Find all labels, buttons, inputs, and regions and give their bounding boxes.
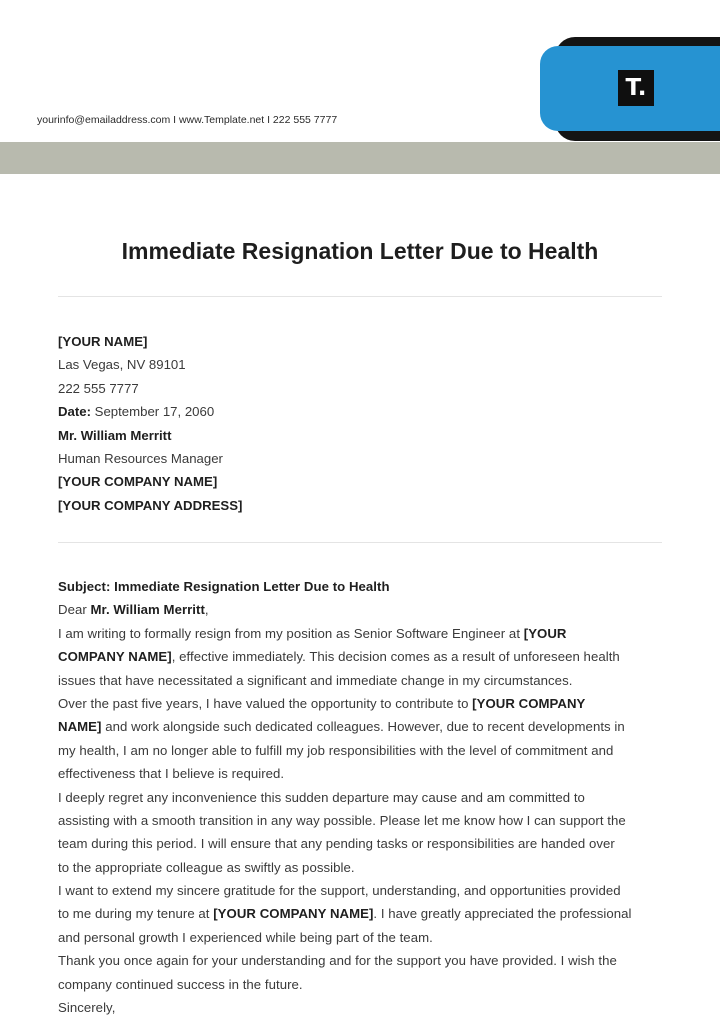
- date-label: Date:: [58, 404, 91, 420]
- company-address: [YOUR COMPANY ADDRESS]: [58, 497, 243, 513]
- p2-company-placeholder: [YOUR COMPANY: [472, 695, 586, 711]
- p2-text: Over the past five years, I have valued the opportunity to contribute to: [58, 695, 473, 711]
- paragraph-3-line-3: team during this period. I will ensure that any pending tasks or responsibilities are handed over: [58, 836, 615, 852]
- date-line: [58, 400, 242, 423]
- contact-info: yourinfo@emailaddress.com I www.Template.net I 222 555 7777: [37, 114, 338, 126]
- paragraph-2-line-4: effectiveness that I believe is required.: [58, 766, 285, 782]
- paragraph-4-line-3: and personal growth I experienced while being part of the team.: [58, 929, 433, 945]
- divider-middle: [58, 542, 662, 543]
- closing: Sincerely,: [58, 1000, 116, 1016]
- paragraph-1-line-2: [58, 645, 668, 668]
- paragraph-2-line-2: [58, 715, 668, 738]
- paragraph-3-line-4: to the appropriate colleague as swiftly as possible.: [58, 859, 355, 875]
- recipient-title: Human Resources Manager: [58, 450, 223, 466]
- paragraph-4-line-1: I want to extend my sincere gratitude for the support, understanding, and opportunities provided: [58, 883, 621, 899]
- salutation: [58, 598, 668, 621]
- paragraph-1-line-3: issues that have necessitated a significant and immediate change in my circumstances.: [58, 672, 573, 688]
- p1-company-placeholder: [YOUR: [523, 625, 567, 641]
- address-block: [58, 330, 242, 517]
- paragraph-2-line-1: [58, 692, 668, 715]
- salutation-name: Mr. William Merritt: [90, 602, 205, 618]
- sender-phone: 222 555 7777: [58, 380, 139, 396]
- salutation-prefix: Dear: [58, 602, 91, 618]
- document-title: Immediate Resignation Letter Due to Health: [121, 238, 599, 264]
- paragraph-3-line-1: I deeply regret any inconvenience this sudden departure may cause and am committed to: [58, 789, 585, 805]
- date-value: September 17, 2060: [94, 404, 215, 420]
- template-logo-icon: T.: [618, 70, 654, 106]
- p4-text: to me during my tenure at: [58, 906, 214, 922]
- company-name: [YOUR COMPANY NAME]: [58, 474, 218, 490]
- subject-line: Subject: Immediate Resignation Letter Due to Health: [58, 579, 390, 594]
- paragraph-4-line-2: [58, 902, 668, 925]
- p4-text-2: . I have greatly appreciated the professional: [373, 906, 632, 922]
- paragraph-5-line-1: Thank you once again for your understanding and for the support you have provided. I wish the: [58, 953, 617, 969]
- p2-text-2: and work alongside such dedicated colleagues. However, due to recent developments in: [101, 719, 625, 735]
- paragraph-5-line-2: company continued success in the future.: [58, 976, 303, 992]
- recipient-name: Mr. William Merritt: [58, 427, 172, 443]
- paragraph-2-line-3: my health, I am no longer able to fulfill my job responsibilities with the level of commitment and: [58, 742, 614, 758]
- header-band: [0, 142, 720, 174]
- p4-company-placeholder: [YOUR COMPANY NAME]: [213, 906, 374, 922]
- divider-top: [58, 296, 662, 297]
- salutation-suffix: ,: [204, 602, 209, 618]
- p1-company-placeholder-end: COMPANY NAME]: [58, 649, 172, 665]
- paragraph-1-line-1: [58, 622, 668, 645]
- sender-name: [YOUR NAME]: [58, 334, 148, 349]
- letter-body: [58, 575, 668, 1019]
- p1-text-2: , effective immediately. This decision comes as a result of unforeseen health: [171, 649, 620, 665]
- sender-address: Las Vegas, NV 89101: [58, 357, 186, 373]
- paragraph-3-line-2: assisting with a smooth transition in any way possible. Please let me know how I can support the: [58, 812, 626, 828]
- p1-text: I am writing to formally resign from my position as Senior Software Engineer at: [58, 625, 524, 641]
- letterhead: [0, 0, 720, 175]
- p2-company-placeholder-end: NAME]: [58, 719, 102, 735]
